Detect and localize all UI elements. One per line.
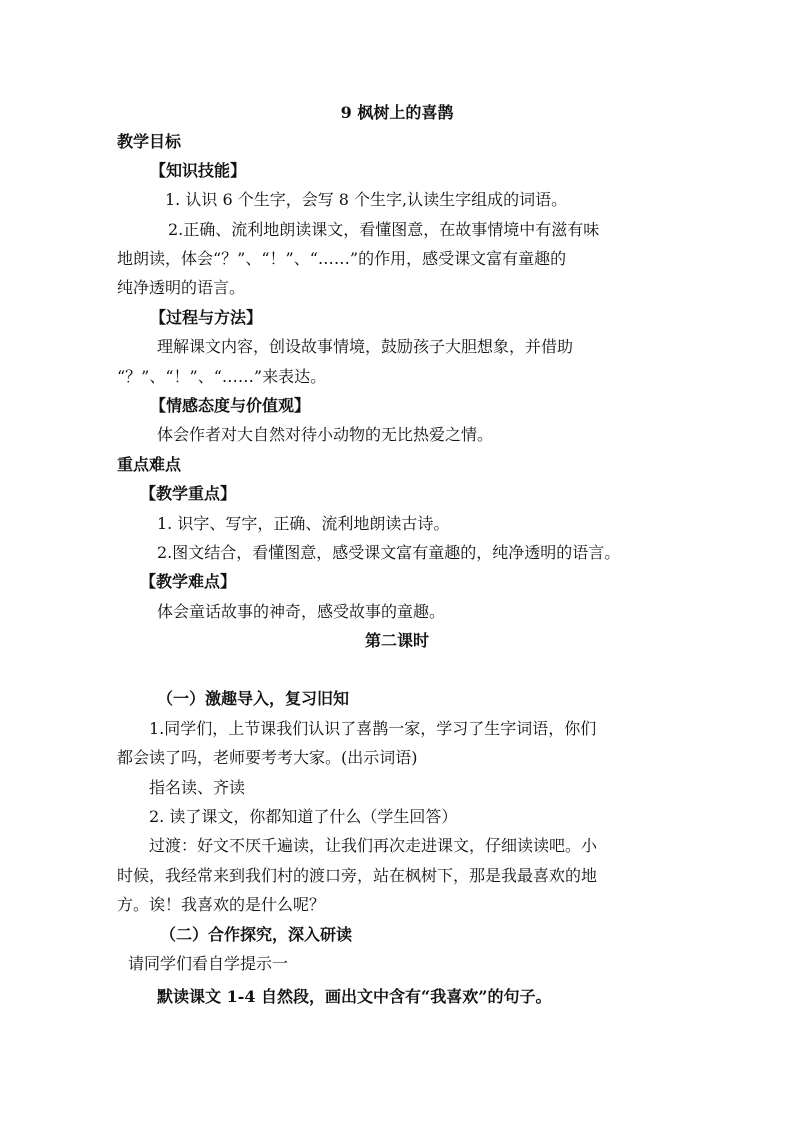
subheading-knowledge: 【知识技能】 — [150, 161, 247, 180]
transition-line-1: 过渡：好文不厌千遍读，让我们再次走进课文，仔细读读吧。小 — [149, 836, 598, 855]
part2-prompt: 请同学们看自学提示一 — [128, 954, 289, 973]
lesson-heading: 第二课时 — [364, 631, 429, 650]
part2-heading: （二）合作探究，深入研读 — [160, 925, 353, 944]
knowledge-item-2-line-3: 纯净透明的语言。 — [117, 278, 246, 297]
subheading-process: 【过程与方法】 — [150, 308, 263, 327]
knowledge-item-2-line-1: 2.正确、流利地朗读课文，看懂图意，在故事情境中有滋有味 — [168, 220, 600, 239]
transition-line-3: 方。诶！我喜欢的是什么呢？ — [117, 895, 326, 914]
subheading-emotion: 【情感态度与价值观】 — [150, 396, 311, 415]
subheading-difficulty: 【教学难点】 — [140, 572, 237, 591]
part1-read-line: 指名读、齐读 — [149, 778, 246, 797]
part1-item-1-line-1: 1.同学们，上节课我们认识了喜鹊一家，学习了生字词语，你们 — [149, 719, 597, 738]
focus-item-1: 1. 识字、写字，正确、流利地朗读古诗。 — [157, 514, 450, 533]
section-heading-goals: 教学目标 — [117, 132, 182, 151]
focus-item-2: 2.图文结合，看懂图意，感受课文富有童趣的，纯净透明的语言。 — [157, 543, 621, 562]
knowledge-item-2-line-2: 地朗读，体会“？”、“！”、“……”的作用，感受课文富有童趣的 — [117, 249, 567, 268]
emotion-line-1: 体会作者对大自然对待小动物的无比热爱之情。 — [157, 425, 494, 444]
section-heading-keypoints: 重点难点 — [117, 455, 182, 474]
subheading-focus: 【教学重点】 — [140, 484, 237, 503]
part1-item-2: 2. 读了课文，你都知道了什么（学生回答） — [149, 807, 458, 826]
part1-heading: （一）激趣导入，复习旧知 — [157, 689, 350, 708]
part1-item-1-line-2: 都会读了吗，老师要考考大家。(出示词语) — [117, 748, 418, 767]
difficulty-line-1: 体会童话故事的神奇，感受故事的童趣。 — [157, 602, 446, 621]
transition-line-2: 时候，我经常来到我们村的渡口旁，站在枫树下，那是我最喜欢的地 — [117, 866, 598, 885]
part2-task: 默读课文 1-4 自然段，画出文中含有“我喜欢”的句子。 — [157, 987, 552, 1006]
process-line-2: “？”、“！”、“……”来表达。 — [117, 367, 327, 386]
document-title: 9 枫树上的喜鹊 — [340, 103, 454, 122]
process-line-1: 理解课文内容，创设故事情境，鼓励孩子大胆想象，并借助 — [157, 337, 574, 356]
knowledge-item-1: 1. 认识 6 个生字，会写 8 个生字,认读生字组成的词语。 — [165, 190, 568, 209]
